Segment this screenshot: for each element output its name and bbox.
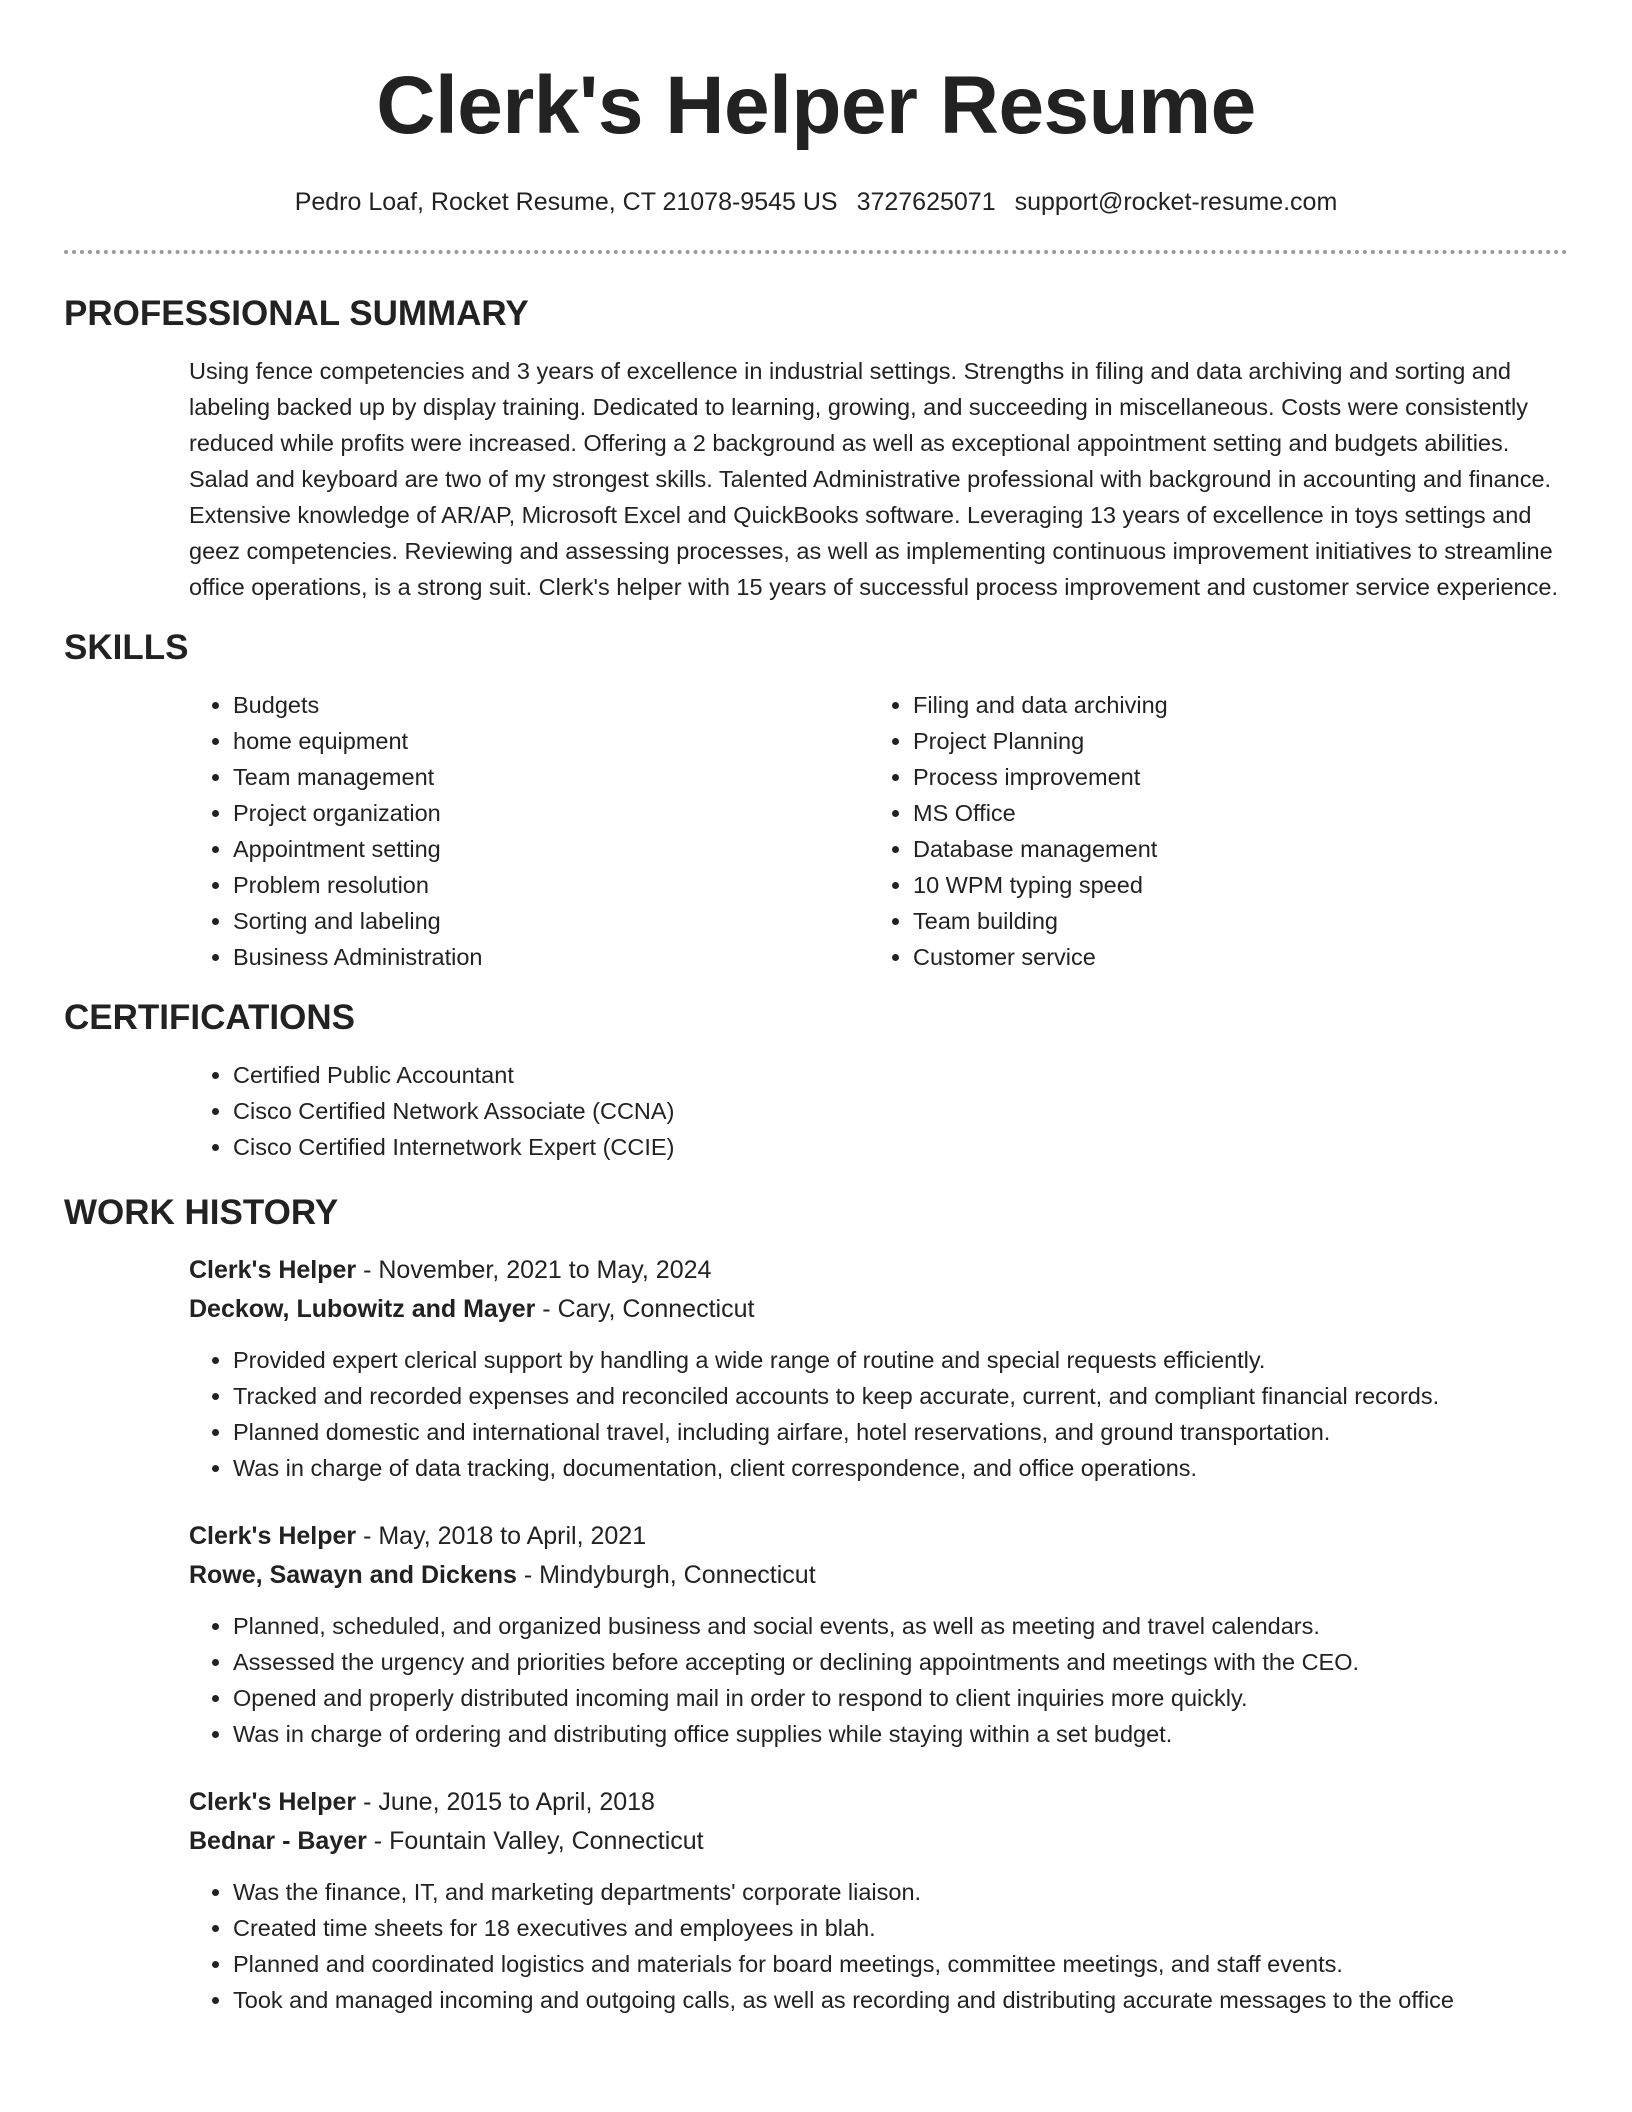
certifications-heading: CERTIFICATIONS [64, 998, 356, 1037]
job-company-line [189, 1822, 1568, 1861]
job-bullet: • Was in charge of data tracking, documentation, client correspondence, and office operations. [233, 1450, 1568, 1486]
job-dates: - May, 2018 to April, 2021 [356, 1522, 647, 1550]
skill-item: • Budgets [233, 687, 869, 723]
skill-item: • Sorting and labeling [233, 903, 869, 939]
skill-item: • Database management [913, 831, 1549, 867]
contact-phone: 3727625071 [856, 188, 996, 216]
job-company: Deckow, Lubowitz and Mayer [189, 1295, 536, 1323]
job-bullet: • Planned domestic and international travel, including airfare, hotel reservations, and ground transportation. [233, 1414, 1568, 1450]
resume-page [64, 0, 1568, 2018]
contact-line [64, 186, 1568, 218]
skill-item: • Team building [913, 903, 1549, 939]
skills-right-column [869, 687, 1549, 975]
job-entry [189, 1251, 1568, 1486]
job-bullet: • Opened and properly distributed incoming mail in order to respond to client inquiries more quickly. [233, 1680, 1568, 1716]
header-divider [64, 250, 1568, 254]
skill-item: • MS Office [913, 795, 1549, 831]
job-entry [189, 1517, 1568, 1752]
job-bullet: • Assessed the urgency and priorities before accepting or declining appointments and meetings with the CEO. [233, 1644, 1568, 1680]
skill-item: • Business Administration [233, 939, 869, 975]
job-entry [189, 1783, 1568, 2018]
summary-section [64, 293, 1568, 605]
skills-heading: SKILLS [64, 628, 189, 667]
skill-item: • Problem resolution [233, 867, 869, 903]
skill-item: • Appointment setting [233, 831, 869, 867]
skill-item: • Project Planning [913, 723, 1549, 759]
job-company-line [189, 1556, 1568, 1595]
job-title-line [189, 1251, 1568, 1290]
summary-heading: PROFESSIONAL SUMMARY [64, 294, 529, 333]
job-title: Clerk's Helper [189, 1522, 357, 1550]
work-history-heading: WORK HISTORY [64, 1193, 339, 1232]
job-title: Clerk's Helper [189, 1788, 357, 1816]
job-company: Bednar - Bayer [189, 1827, 367, 1855]
job-company: Rowe, Sawayn and Dickens [189, 1561, 517, 1589]
skills-left-column [189, 687, 869, 975]
work-history-section [64, 1192, 1568, 2018]
skill-item: • Project organization [233, 795, 869, 831]
job-dates: - November, 2021 to May, 2024 [356, 1256, 712, 1284]
skills-section [64, 627, 1568, 975]
job-location: - Cary, Connecticut [535, 1295, 755, 1323]
job-location: - Fountain Valley, Connecticut [366, 1827, 704, 1855]
summary-text: Using fence competencies and 3 years of excellence in industrial settings. Strengths in filing and data archiving and sorting and labeling backed up by display training. Dedicated to learning, growing, and succeeding in miscellaneous. Costs were consistently reduced while profits were increased. Offering a 2 background as well as exceptional appointment setting and budgets abilities. Salad and keyboard are two of my strongest skills. Talented Administrative professional with background in accounting and finance. Extensive knowledge of AR/AP, Microsoft Excel and QuickBooks software. Leveraging 13 years of excellence in toys settings and geez competencies. Reviewing and assessing processes, as well as implementing continuous improvement initiatives to streamline office operations, is a strong suit. Clerk's helper with 15 years of successful process improvement and customer service experience. [189, 358, 1558, 600]
contact-email[interactable]: support@rocket-resume.com [1014, 188, 1338, 216]
job-bullet: • Planned and coordinated logistics and materials for board meetings, committee meetings, and staff events. [233, 1946, 1568, 1982]
job-bullet: • Was in charge of ordering and distributing office supplies while staying within a set budget. [233, 1716, 1568, 1752]
certification-item: • Cisco Certified Internetwork Expert (CCIE) [233, 1129, 1568, 1165]
certification-item: • Certified Public Accountant [233, 1057, 1568, 1093]
resume-title: Clerk's Helper Resume [376, 60, 1256, 151]
job-bullet: • Planned, scheduled, and organized business and social events, as well as meeting and travel calendars. [233, 1608, 1568, 1644]
job-location: - Mindyburgh, Connecticut [516, 1561, 816, 1589]
certifications-section [64, 997, 1568, 1165]
skill-item: • Customer service [913, 939, 1549, 975]
job-title-line [189, 1517, 1568, 1556]
contact-address: Pedro Loaf, Rocket Resume, CT 21078-9545 US [294, 188, 838, 216]
skill-item: • Process improvement [913, 759, 1549, 795]
job-title: Clerk's Helper [189, 1256, 357, 1284]
job-bullet: • Took and managed incoming and outgoing calls, as well as recording and distributing accurate messages to the office [233, 1982, 1568, 2018]
job-company-line [189, 1290, 1568, 1329]
skill-item: • Filing and data archiving [913, 687, 1549, 723]
job-bullet: • Created time sheets for 18 executives and employees in blah. [233, 1910, 1568, 1946]
job-bullet: • Was the finance, IT, and marketing departments' corporate liaison. [233, 1874, 1568, 1910]
job-bullet: • Tracked and recorded expenses and reconciled accounts to keep accurate, current, and compliant financial records. [233, 1378, 1568, 1414]
job-title-line [189, 1783, 1568, 1822]
certification-item: • Cisco Certified Network Associate (CCNA) [233, 1093, 1568, 1129]
job-dates: - June, 2015 to April, 2018 [356, 1788, 655, 1816]
skill-item: • 10 WPM typing speed [913, 867, 1549, 903]
skill-item: • Team management [233, 759, 869, 795]
job-bullet: • Provided expert clerical support by handling a wide range of routine and special requests efficiently. [233, 1342, 1568, 1378]
skill-item: • home equipment [233, 723, 869, 759]
